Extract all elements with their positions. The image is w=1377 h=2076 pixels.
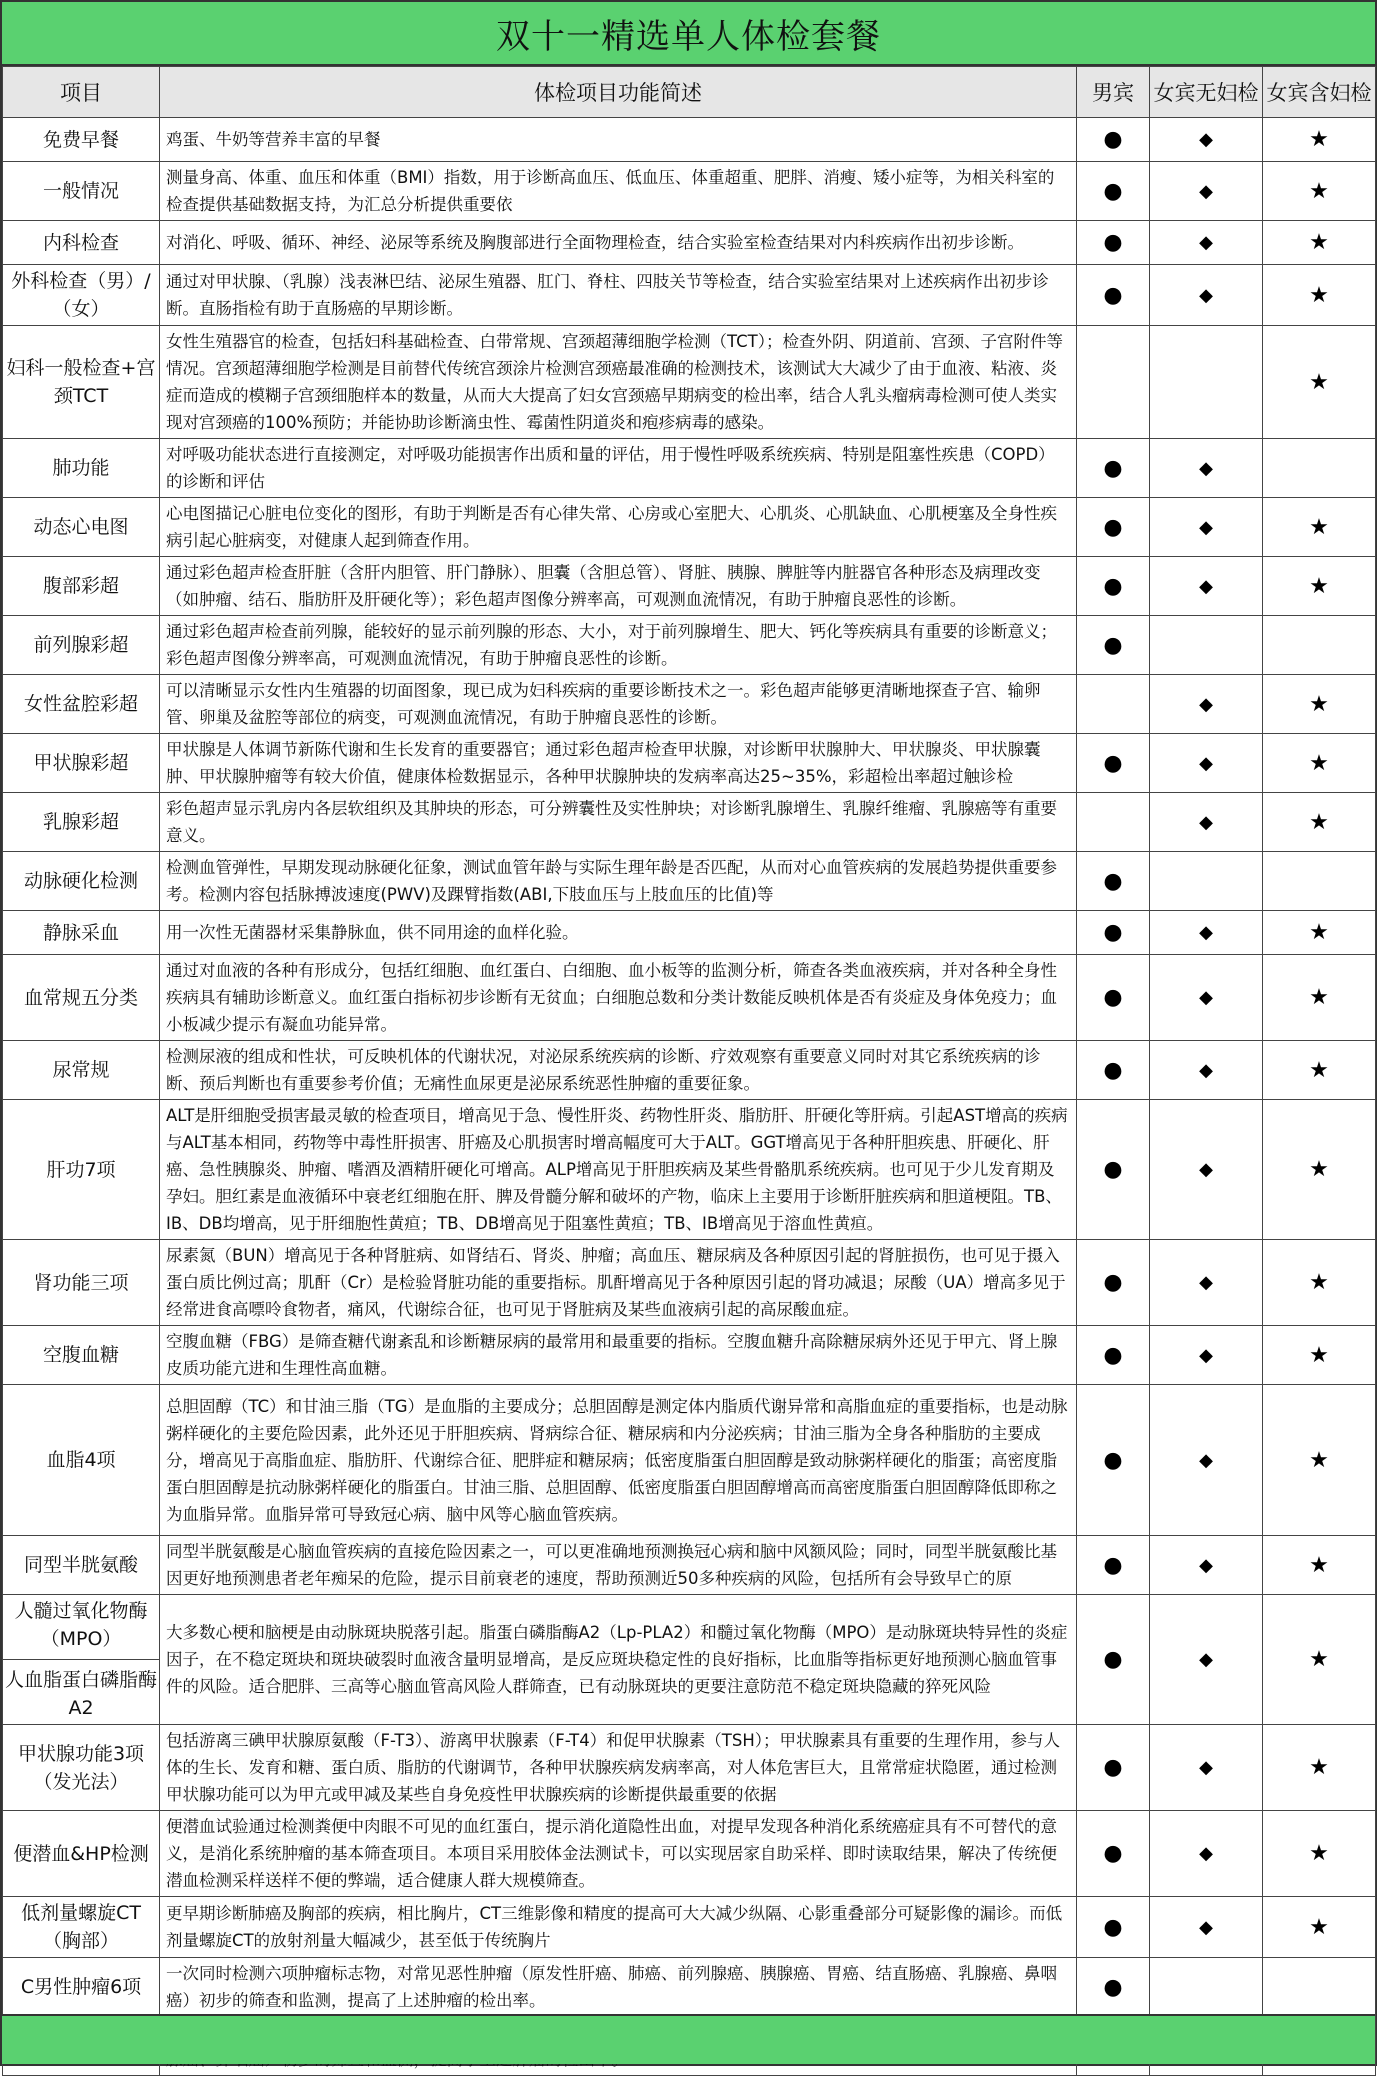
item-description <box>160 1595 1077 1725</box>
item-name-text: 妇科一般检查+宫颈TCT <box>6 357 156 407</box>
circle-icon: ● <box>1103 282 1123 308</box>
item-name-text: 女性盆腔彩超 <box>23 693 138 715</box>
male-mark <box>1077 793 1150 852</box>
female-no-gyn-mark <box>1150 793 1263 852</box>
female-no-gyn-mark <box>1150 852 1263 911</box>
table-row <box>3 911 1376 955</box>
item-name <box>3 326 160 439</box>
circle-icon: ● <box>1103 514 1123 540</box>
item-description <box>160 675 1077 734</box>
item-description <box>160 955 1077 1041</box>
female-with-gyn-mark <box>1263 1958 1376 2017</box>
item-name <box>3 955 160 1041</box>
female-with-gyn-mark <box>1263 852 1376 911</box>
diamond-icon: ◆ <box>1199 1272 1213 1293</box>
star-icon: ★ <box>1309 920 1329 945</box>
circle-icon: ● <box>1103 1914 1123 1940</box>
item-name <box>3 793 160 852</box>
female-with-gyn-mark <box>1263 793 1376 852</box>
item-description-text: 女性生殖器官的检查，包括妇科基础检查、白带常规、宫颈超薄细胞学检测（TCT）；检查外阴、阴道前、宫颈、子宫附件等情况。宫颈超薄细胞学检测是目前替代传统宫颈涂片检测宫颈癌最准确的检测技术，该测试大大减少了由于血液、粘液、炎症而造成的模糊子宫颈细胞样本的数量，从而大大提高了妇女宫颈癌早期病变的检出率，结合人乳头瘤病毒检测可使人类实现对宫颈癌的100%预防；并能协助诊断滴虫性、霉菌性阴道炎和疱疹病毒的感染。 <box>166 332 1063 432</box>
item-name <box>3 1595 160 1725</box>
item-name-text: 低剂量螺旋CT（胸部） <box>21 1902 141 1952</box>
circle-icon: ● <box>1103 178 1123 204</box>
female-no-gyn-mark <box>1150 1100 1263 1240</box>
male-mark <box>1077 616 1150 675</box>
female-with-gyn-mark <box>1263 1100 1376 1240</box>
female-no-gyn-mark <box>1150 1326 1263 1385</box>
male-mark <box>1077 1536 1150 1595</box>
female-with-gyn-mark <box>1263 162 1376 221</box>
female-no-gyn-mark <box>1150 734 1263 793</box>
item-name <box>3 911 160 955</box>
header-female-no-gyn: 女宾无妇检 <box>1150 67 1263 118</box>
female-no-gyn-mark <box>1150 326 1263 439</box>
male-mark <box>1077 1725 1150 1811</box>
diamond-icon: ◆ <box>1199 1344 1213 1366</box>
table-row <box>3 852 1376 911</box>
female-with-gyn-mark <box>1263 1326 1376 1385</box>
item-description-text: 心电图描记心脏电位变化的图形，有助于判断是否有心律失常、心房或心室肥大、心肌炎、心肌缺血、心肌梗塞及全身性疾病引起心脏病变，对健康人起到筛查作用。 <box>166 504 1057 550</box>
item-name-text: 肾功能三项 <box>33 1271 129 1294</box>
header-male: 男宾 <box>1077 67 1150 118</box>
header-female-with-gyn: 女宾含妇检 <box>1263 67 1376 118</box>
diamond-icon: ◆ <box>1199 1916 1213 1938</box>
item-description <box>160 1326 1077 1385</box>
item-name-text: 便潜血&HP检测 <box>13 1842 149 1865</box>
female-no-gyn-mark <box>1150 1595 1263 1725</box>
item-name <box>3 616 160 675</box>
item-description-text: 彩色超声显示乳房内各层软组织及其肿块的形态，可分辨囊性及实性肿块；对诊断乳腺增生、乳腺纤维瘤、乳腺癌等有重要意义。 <box>166 799 1057 845</box>
item-description-text: 尿素氮（BUN）增高见于各种肾脏病、如肾结石、肾炎、肿瘤；高血压、糖尿病及各种原因引起的肾脏损伤，也可见于摄入蛋白质比例过高；肌酐（Cr）是检验肾脏功能的重要指标。肌酐增高见于各种原因引起的肾功减退；尿酸（UA）增高多见于经常进食高嘌呤食物者，痛风，代谢综合征，也可见于肾脏病及某些血液病引起的高尿酸血症。 <box>166 1246 1066 1319</box>
item-name-text: 动脉硬化检测 <box>23 870 138 892</box>
diamond-icon: ◆ <box>1199 811 1213 833</box>
item-description <box>160 1725 1077 1811</box>
circle-icon: ● <box>1103 1342 1123 1368</box>
male-mark <box>1077 557 1150 616</box>
circle-icon: ● <box>1103 1552 1123 1578</box>
item-name-text: 人髓过氧化物酶（MPO） <box>14 1600 148 1650</box>
item-description <box>160 1958 1077 2017</box>
item-name-text: 血常规五分类 <box>23 986 138 1009</box>
item-name <box>3 734 160 793</box>
circle-icon: ● <box>1103 573 1123 599</box>
item-description <box>160 1240 1077 1326</box>
circle-icon: ● <box>1103 127 1123 152</box>
male-mark <box>1077 911 1150 955</box>
header-row <box>3 67 1376 118</box>
male-mark <box>1077 1041 1150 1100</box>
diamond-icon: ◆ <box>1199 1843 1213 1864</box>
diamond-icon: ◆ <box>1199 516 1213 538</box>
star-icon: ★ <box>1309 369 1329 395</box>
table-row <box>3 1595 1376 1725</box>
female-no-gyn-mark <box>1150 1041 1263 1100</box>
item-name-text: 动态心电图 <box>33 516 129 538</box>
star-icon: ★ <box>1309 1552 1329 1578</box>
item-name-text: 一般情况 <box>42 180 119 202</box>
table-row <box>3 221 1376 265</box>
circle-icon: ● <box>1103 985 1123 1010</box>
male-mark <box>1077 1240 1150 1326</box>
item-name <box>3 1897 160 1958</box>
star-icon: ★ <box>1309 1342 1329 1368</box>
star-icon: ★ <box>1309 809 1329 835</box>
star-icon: ★ <box>1309 1914 1329 1940</box>
item-description <box>160 1536 1077 1595</box>
item-name-text: 内科检查 <box>42 231 119 254</box>
item-description-text: 检测血管弹性，早期发现动脉硬化征象，测试血管年龄与实际生理年龄是否匹配，从而对心血管疾病的发展趋势提供重要参考。检测内容包括脉搏波速度(PWV)及踝臂指数(ABI,下肢血压与上肢血压的比值)等 <box>166 858 1057 904</box>
male-mark <box>1077 221 1150 265</box>
female-with-gyn-mark <box>1263 557 1376 616</box>
item-description <box>160 1385 1077 1536</box>
item-description <box>160 498 1077 557</box>
diamond-icon: ◆ <box>1199 922 1213 943</box>
circle-icon: ● <box>1103 1841 1123 1866</box>
item-name <box>3 1725 160 1811</box>
male-mark <box>1077 326 1150 439</box>
item-description-text: 检测尿液的组成和性状，可反映机体的代谢状况，对泌尿系统疾病的诊断、疗效观察有重要意义同时对其它系统疾病的诊断、预后判断也有重要参考价值；无痛性血尿更是泌尿系统恶性肿瘤的重要征象。 <box>166 1047 1041 1093</box>
male-mark <box>1077 265 1150 326</box>
item-name <box>3 1041 160 1100</box>
item-name-text: 人血脂蛋白磷脂酶A2 <box>5 1669 158 1719</box>
item-description-text: 对消化、呼吸、循环、神经、泌尿等系统及胸腹部进行全面物理检查，结合实验室检查结果对内科疾病作出初步诊断。 <box>166 233 1024 252</box>
item-description <box>160 852 1077 911</box>
male-mark <box>1077 1100 1150 1240</box>
item-name-text: 血脂4项 <box>46 1449 116 1471</box>
female-with-gyn-mark <box>1263 1897 1376 1958</box>
item-name-text: 空腹血糖 <box>42 1344 119 1366</box>
female-no-gyn-mark <box>1150 1958 1263 2017</box>
item-description <box>160 439 1077 498</box>
star-icon: ★ <box>1309 573 1329 599</box>
diamond-icon: ◆ <box>1199 575 1213 597</box>
item-description <box>160 1897 1077 1958</box>
male-mark <box>1077 1958 1150 2017</box>
male-mark <box>1077 1595 1150 1725</box>
item-description-text: 一次同时检测六项肿瘤标志物，对常见恶性肿瘤（原发性肝癌、肺癌、前列腺癌、胰腺癌、胃癌、结直肠癌、乳腺癌、鼻咽癌）初步的筛查和监测，提高了上述肿瘤的检出率。 <box>166 1964 1057 2010</box>
male-mark <box>1077 439 1150 498</box>
circle-icon: ● <box>1103 1647 1123 1672</box>
diamond-icon: ◆ <box>1199 1449 1213 1471</box>
header-item: 项目 <box>3 67 160 118</box>
female-with-gyn-mark <box>1263 955 1376 1041</box>
item-description-text: 通过彩色超声检查前列腺，能较好的显示前列腺的形态、大小，对于前列腺增生、肥大、钙化等疾病具有重要的诊断意义；彩色超声图像分辨率高，可观测血流情况，有助于肿瘤良恶性的诊断。 <box>166 622 1057 668</box>
female-with-gyn-mark <box>1263 221 1376 265</box>
diamond-icon: ◆ <box>1199 1554 1213 1576</box>
item-description <box>160 793 1077 852</box>
star-icon: ★ <box>1309 127 1329 152</box>
item-description-text: 更早期诊断肺癌及胸部的疾病，相比胸片，CT三维影像和精度的提高可大大减少纵隔、心影重叠部分可疑影像的漏诊。而低剂量螺旋CT的放射剂量大幅减少，甚至低于传统胸片 <box>166 1904 1063 1950</box>
item-name <box>3 498 160 557</box>
item-description-text: 包括游离三碘甲状腺原氨酸（F-T3）、游离甲状腺素（F-T4）和促甲状腺素（TSH）；甲状腺素具有重要的生理作用，参与人体的生长、发育和糖、蛋白质、脂肪的代谢调节，各种甲状腺疾病发病率高，对人体危害巨大，且常常症状隐匿，通过检测甲状腺功能可以为甲亢或甲减及某些自身免疫性甲状腺疾病的诊断提供最重要的依据 <box>166 1731 1060 1804</box>
female-no-gyn-mark <box>1150 498 1263 557</box>
star-icon: ★ <box>1309 1057 1329 1083</box>
table-row <box>3 616 1376 675</box>
star-icon: ★ <box>1309 1447 1329 1473</box>
female-with-gyn-mark <box>1263 1811 1376 1897</box>
item-name <box>3 221 160 265</box>
male-mark <box>1077 162 1150 221</box>
item-name-text: 腹部彩超 <box>42 575 119 597</box>
item-description <box>160 1100 1077 1240</box>
item-name-text: 免费早餐 <box>42 128 119 151</box>
table-row <box>3 498 1376 557</box>
circle-icon: ● <box>1103 1755 1123 1780</box>
female-with-gyn-mark <box>1263 265 1376 326</box>
table-row <box>3 1041 1376 1100</box>
item-name-text: 甲状腺彩超 <box>33 752 129 774</box>
female-no-gyn-mark <box>1150 1725 1263 1811</box>
male-mark <box>1077 498 1150 557</box>
female-no-gyn-mark <box>1150 675 1263 734</box>
circle-icon: ● <box>1103 1157 1123 1182</box>
diamond-icon: ◆ <box>1199 1159 1213 1180</box>
table-row <box>3 1897 1376 1958</box>
female-with-gyn-mark <box>1263 1385 1376 1536</box>
female-with-gyn-mark <box>1263 1725 1376 1811</box>
female-with-gyn-mark <box>1263 1041 1376 1100</box>
male-mark <box>1077 118 1150 162</box>
item-description-text: 总胆固醇（TC）和甘油三脂（TG）是血脂的主要成分；总胆固醇是测定体内脂质代谢异常和高脂血症的重要指标，也是动脉粥样硬化的主要危险因素，此外还见于肝胆疾病、肾病综合征、糖尿病和内分泌疾病；甘油三脂为全身各种脂肪的主要成分，增高见于高脂血症、脂肪肝、代谢综合征、肥胖症和糖尿病；低密度脂蛋白胆固醇是致动脉粥样硬化的脂蛋；高密度脂蛋白胆固醇是抗动脉粥样硬化的脂蛋白。甘油三脂、总胆固醇、低密度脂蛋白胆固醇增高而高密度脂蛋白胆固醇降低即称之为血脂异常。血脂异常可导致冠心病、脑中风等心脑血管疾病。 <box>166 1396 1068 1524</box>
item-description-text: 空腹血糖（FBG）是筛查糖代谢紊乱和诊断糖尿病的最常用和最重要的指标。空腹血糖升高除糖尿病外还见于甲亢、肾上腺皮质功能亢进和生理性高血糖。 <box>166 1332 1058 1378</box>
item-description <box>160 326 1077 439</box>
female-with-gyn-mark <box>1263 1595 1376 1725</box>
diamond-icon: ◆ <box>1199 1059 1213 1081</box>
female-with-gyn-mark <box>1263 1536 1376 1595</box>
star-icon: ★ <box>1309 1841 1329 1866</box>
male-mark <box>1077 675 1150 734</box>
diamond-icon: ◆ <box>1199 284 1213 306</box>
item-name <box>3 1385 160 1536</box>
table-row <box>3 793 1376 852</box>
male-mark <box>1077 1811 1150 1897</box>
table-row <box>3 1100 1376 1240</box>
item-name <box>3 265 160 326</box>
item-description-text: 鸡蛋、牛奶等营养丰富的早餐 <box>166 130 381 149</box>
item-name <box>3 675 160 734</box>
item-name-text: 尿常规 <box>52 1059 110 1081</box>
item-description <box>160 118 1077 162</box>
item-name-text: 甲状腺功能3项（发光法） <box>17 1742 145 1793</box>
star-icon: ★ <box>1309 691 1329 717</box>
item-description-text: 便潜血试验通过检测粪便中肉眼不可见的血红蛋白，提示消化道隐性出血，对提早发现各种消化系统癌症具有不可替代的意义，是消化系统肿瘤的基本筛查项目。本项目采用胶体金法测试卡，可以实现居家自助采样、即时读取结果，解决了传统便潜血检测采样送样不便的弊端，适合健康人群大规模筛查。 <box>166 1817 1057 1890</box>
diamond-icon: ◆ <box>1199 987 1213 1008</box>
star-icon: ★ <box>1309 230 1329 255</box>
male-mark <box>1077 1385 1150 1536</box>
diamond-icon: ◆ <box>1199 1649 1213 1670</box>
table-row <box>3 162 1376 221</box>
item-description <box>160 911 1077 955</box>
table-row <box>3 439 1376 498</box>
footer-bar <box>2 2014 1375 2064</box>
circle-icon: ● <box>1103 750 1123 776</box>
star-icon: ★ <box>1309 1755 1329 1780</box>
table-row <box>3 955 1376 1041</box>
table-row <box>3 326 1376 439</box>
item-description-text: 测量身高、体重、血压和体重（BMI）指数，用于诊断高血压、低血压、体重超重、肥胖、消瘦、矮小症等，为相关科室的检查提供基础数据支持，为汇总分析提供重要依 <box>166 168 1055 214</box>
item-name-text: 前列腺彩超 <box>33 634 129 656</box>
item-description-text: 用一次性无菌器材采集静脉血，供不同用途的血样化验。 <box>166 923 579 942</box>
item-name-text: C男性肿瘤6项 <box>20 1976 142 1998</box>
female-no-gyn-mark <box>1150 557 1263 616</box>
diamond-icon: ◆ <box>1199 129 1213 150</box>
page-title: 双十一精选单人体检套餐 <box>2 2 1375 66</box>
circle-icon: ● <box>1103 455 1123 481</box>
item-description-text: 通过对血液的各种有形成分，包括红细胞、血红蛋白、白细胞、血小板等的监测分析，筛查各类血液疾病，并对各种全身性疾病具有辅助诊断意义。血红蛋白指标初步诊断有无贫血；白细胞总数和分类计数能反映机体是否有炎症及身体免疫力；血小板减少提示有凝血功能异常。 <box>166 961 1057 1034</box>
item-name-text: 静脉采血 <box>42 921 119 944</box>
female-with-gyn-mark <box>1263 118 1376 162</box>
circle-icon: ● <box>1103 1974 1123 2000</box>
diamond-icon: ◆ <box>1199 752 1213 774</box>
female-with-gyn-mark <box>1263 911 1376 955</box>
diamond-icon: ◆ <box>1199 1757 1213 1778</box>
item-name <box>3 1958 160 2017</box>
table-row <box>3 1958 1376 2017</box>
item-description <box>160 265 1077 326</box>
female-no-gyn-mark <box>1150 265 1263 326</box>
female-with-gyn-mark <box>1263 616 1376 675</box>
circle-icon: ● <box>1103 230 1123 255</box>
diamond-icon: ◆ <box>1199 180 1213 202</box>
star-icon: ★ <box>1309 1157 1329 1182</box>
circle-icon: ● <box>1103 920 1123 945</box>
female-with-gyn-mark <box>1263 439 1376 498</box>
item-name-text: 外科检查（男）/（女） <box>11 270 151 320</box>
table-row <box>3 265 1376 326</box>
female-with-gyn-mark <box>1263 1240 1376 1326</box>
item-description-text: 对呼吸功能状态进行直接测定，对呼吸功能损害作出质和量的评估，用于慢性呼吸系统疾病、特别是阻塞性疾患（COPD）的诊断和评估 <box>166 445 1055 491</box>
item-description-text: 可以清晰显示女性内生殖器的切面图象，现已成为妇科疾病的重要诊断技术之一。彩色超声能够更清晰地探查子宫、输卵管、卵巢及盆腔等部位的病变，可观测血流情况，有助于肿瘤良恶性的诊断。 <box>166 681 1041 727</box>
female-with-gyn-mark <box>1263 675 1376 734</box>
circle-icon: ● <box>1103 1270 1123 1295</box>
item-description <box>160 1041 1077 1100</box>
item-name <box>3 1811 160 1897</box>
item-description <box>160 734 1077 793</box>
item-name <box>3 852 160 911</box>
item-description-text: ALT是肝细胞受损害最灵敏的检查项目，增高见于急、慢性肝炎、药物性肝炎、脂肪肝、肝硬化等肝病。引起AST增高的疾病与ALT基本相同，药物等中毒性肝损害、肝癌及心肌损害时增高幅度可大于ALT。GGT增高见于各种肝胆疾患、肝硬化、肝癌、急性胰腺炎、肿瘤、嗜酒及酒精肝硬化可增高。ALP增高见于肝胆疾病及某些骨骼肌系统疾病。也可见于少儿发育期及孕妇。胆红素是血液循环中衰老红细胞在肝、脾及骨髓分解和破坏的产物，临床上主要用于诊断肝脏疾病和胆道梗阻。TB、IB、DB均增高，见于肝细胞性黄疸；TB、DB增高见于阻塞性黄疸；TB、IB增高见于溶血性黄疸。 <box>166 1106 1068 1233</box>
table-row <box>3 1536 1376 1595</box>
item-name <box>3 1536 160 1595</box>
female-with-gyn-mark <box>1263 734 1376 793</box>
item-name <box>3 557 160 616</box>
table-row <box>3 675 1376 734</box>
female-with-gyn-mark <box>1263 326 1376 439</box>
table-row <box>3 118 1376 162</box>
male-mark <box>1077 734 1150 793</box>
star-icon: ★ <box>1309 1270 1329 1295</box>
table-row <box>3 1725 1376 1811</box>
table-row <box>3 557 1376 616</box>
item-description-text: 通过对甲状腺、（乳腺）浅表淋巴结、泌尿生殖器、肛门、脊柱、四肢关节等检查，结合实验室结果对上述疾病作出初步诊断。直肠指检有助于直肠癌的早期诊断。 <box>166 272 1049 318</box>
male-mark <box>1077 1897 1150 1958</box>
table-row <box>3 1326 1376 1385</box>
star-icon: ★ <box>1309 1647 1329 1672</box>
table-row <box>3 1385 1376 1536</box>
circle-icon: ● <box>1103 1057 1123 1083</box>
item-name <box>3 162 160 221</box>
female-with-gyn-mark <box>1263 498 1376 557</box>
female-no-gyn-mark <box>1150 955 1263 1041</box>
diamond-icon: ◆ <box>1199 693 1213 715</box>
female-no-gyn-mark <box>1150 221 1263 265</box>
female-no-gyn-mark <box>1150 1897 1263 1958</box>
item-description-text: 同型半胱氨酸是心脑血管疾病的直接危险因素之一，可以更准确地预测换冠心病和脑中风额风险；同时，同型半胱氨酸比基因更好地预测患者老年痴呆的危险，提示目前衰老的速度，帮助预测近50多种疾病的风险，包括所有会导致早亡的原 <box>166 1542 1057 1588</box>
item-name <box>3 1240 160 1326</box>
female-no-gyn-mark <box>1150 1385 1263 1536</box>
star-icon: ★ <box>1309 282 1329 308</box>
package-table <box>2 66 1376 2076</box>
item-name <box>3 439 160 498</box>
female-no-gyn-mark <box>1150 1240 1263 1326</box>
item-description-text: 甲状腺是人体调节新陈代谢和生长发育的重要器官；通过彩色超声检查甲状腺，对诊断甲状腺肿大、甲状腺炎、甲状腺囊肿、甲状腺肿瘤等有较大价值，健康体检数据显示，各种甲状腺肿块的发病率高达25~35%，彩超检出率超过触诊检 <box>166 740 1041 786</box>
female-no-gyn-mark <box>1150 911 1263 955</box>
item-name-text: 同型半胱氨酸 <box>23 1554 138 1576</box>
diamond-icon: ◆ <box>1199 457 1213 479</box>
item-name-text: 肝功7项 <box>46 1158 116 1181</box>
female-no-gyn-mark <box>1150 439 1263 498</box>
item-name <box>3 1326 160 1385</box>
circle-icon: ● <box>1103 1447 1123 1473</box>
item-description <box>160 616 1077 675</box>
item-name <box>3 1100 160 1240</box>
item-description-text: 大多数心梗和脑梗是由动脉斑块脱落引起。脂蛋白磷脂酶A2（Lp-PLA2）和髓过氧化物酶（MPO）是动脉斑块特异性的炎症因子，在不稳定斑块和斑块破裂时血液含量明显增高，是反应斑块稳定性的良好指标，比血脂等指标更好地预测心脑血管事件的风险。适合肥胖、三高等心脑血管高风险人群筛查，已有动脉斑块的更要注意防范不稳定斑块隐藏的猝死风险 <box>166 1623 1068 1696</box>
item-description <box>160 221 1077 265</box>
item-name <box>3 118 160 162</box>
table-row <box>3 734 1376 793</box>
table-row <box>3 1811 1376 1897</box>
circle-icon: ● <box>1103 868 1123 894</box>
star-icon: ★ <box>1309 178 1329 204</box>
female-no-gyn-mark <box>1150 616 1263 675</box>
female-no-gyn-mark <box>1150 1536 1263 1595</box>
item-description <box>160 162 1077 221</box>
star-icon: ★ <box>1309 985 1329 1010</box>
star-icon: ★ <box>1309 750 1329 776</box>
star-icon: ★ <box>1309 514 1329 540</box>
item-description-text: 通过彩色超声检查肝脏（含肝内胆管、肝门静脉）、胆囊（含胆总管）、肾脏、胰腺、脾脏等内脏器官各种形态及病理改变（如肿瘤、结石、脂肪肝及肝硬化等）；彩色超声图像分辨率高，可观测血流情况，有助于肿瘤良恶性的诊断。 <box>166 563 1041 609</box>
header-description: 体检项目功能简述 <box>160 67 1077 118</box>
item-name-text: 乳腺彩超 <box>42 811 119 833</box>
male-mark <box>1077 955 1150 1041</box>
female-no-gyn-mark <box>1150 162 1263 221</box>
male-mark <box>1077 1326 1150 1385</box>
diamond-icon: ◆ <box>1199 232 1213 253</box>
circle-icon: ● <box>1103 632 1123 658</box>
female-no-gyn-mark <box>1150 118 1263 162</box>
item-description <box>160 1811 1077 1897</box>
male-mark <box>1077 852 1150 911</box>
item-description <box>160 557 1077 616</box>
item-name-text: 肺功能 <box>52 457 110 479</box>
table-row <box>3 1240 1376 1326</box>
female-no-gyn-mark <box>1150 1811 1263 1897</box>
